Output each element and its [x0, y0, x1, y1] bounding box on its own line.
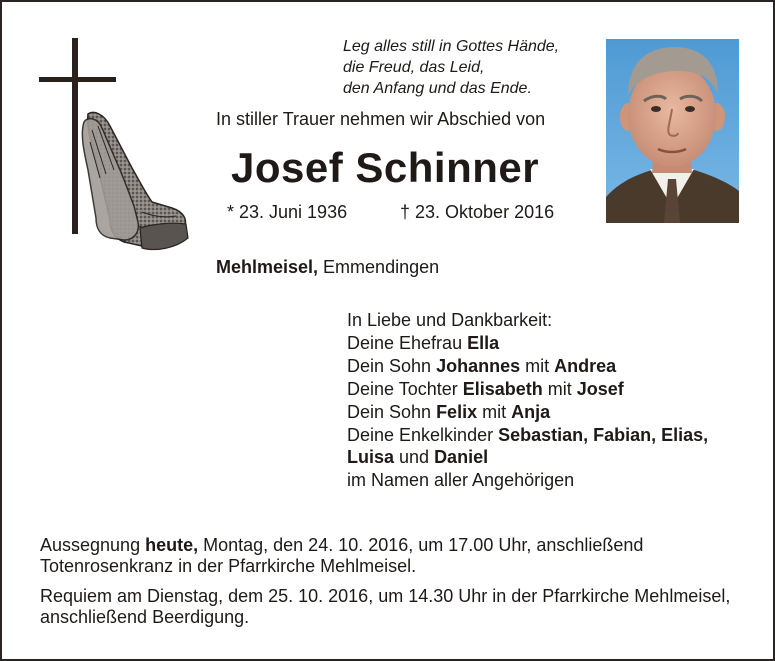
- family-conjunction: mit: [542, 378, 577, 399]
- family-name: Johannes: [436, 355, 521, 376]
- poem: [343, 36, 593, 99]
- family-name: Luisa: [347, 447, 395, 468]
- family-conjunction: und: [394, 447, 435, 468]
- family-line: [347, 378, 708, 401]
- poem-line-1: Leg alles still in Gottes Hände,: [343, 38, 560, 55]
- praying-hands-icon: [80, 108, 190, 252]
- family-relation: Deine Ehefrau: [347, 332, 468, 353]
- residence-town: Mehlmeisel,: [216, 257, 319, 277]
- family-closing: im Namen aller Angehörigen: [347, 470, 575, 491]
- family-relation: Deine Enkelkinder: [347, 424, 499, 445]
- family-name: Ella: [467, 332, 500, 353]
- residence-rest: Emmendingen: [318, 257, 440, 277]
- family-relation: Deine Tochter: [347, 378, 463, 399]
- service-blessing-today: heute,: [145, 535, 199, 555]
- deceased-name: Josef Schinner: [231, 144, 540, 191]
- family-name: Josef: [576, 378, 624, 399]
- family-name: Andrea: [554, 355, 617, 376]
- family-relation: Dein Sohn: [347, 401, 437, 422]
- service-blessing-rest: Montag, den 24. 10. 2016, um 17.00 Uhr, anschließend Totenrosenkranz in der Pfarrkirche Mehlmeisel.: [40, 535, 644, 576]
- residence: [216, 257, 439, 278]
- service-blessing-pre: Aussegnung: [40, 535, 146, 555]
- portrait-photo: [606, 39, 739, 223]
- family-name: Daniel: [434, 447, 489, 468]
- family-name: Felix: [436, 401, 478, 422]
- poem-line-3: den Anfang und das Ende.: [343, 80, 532, 97]
- birth-date: * 23. Juni 1936: [227, 202, 348, 222]
- family-line: [347, 355, 708, 378]
- cross-icon-horizontal-bar: [39, 77, 116, 82]
- poem-line-2: die Freud, das Leid,: [343, 59, 485, 76]
- service-blessing: [40, 535, 740, 577]
- service-requiem: Requiem am Dienstag, dem 25. 10. 2016, um 14.30 Uhr in der Pfarrkirche Mehlmeisel, anschließend Beerdigung.: [40, 586, 731, 627]
- death-date: † 23. Oktober 2016: [400, 202, 555, 222]
- family-line: [347, 446, 708, 469]
- cross-icon-vertical-bar: [72, 38, 78, 234]
- family-conjunction: mit: [520, 355, 555, 376]
- family-line: [347, 424, 708, 447]
- family-line: [347, 401, 708, 424]
- family-conjunction: mit: [477, 401, 512, 422]
- family-list: [347, 309, 708, 492]
- family-line: [347, 332, 708, 355]
- family-name: Sebastian, Fabian, Elias,: [498, 424, 709, 445]
- family-name: Anja: [511, 401, 551, 422]
- intro-text: In stiller Trauer nehmen wir Abschied von: [216, 109, 546, 129]
- family-relation: Dein Sohn: [347, 355, 437, 376]
- family-name: Elisabeth: [462, 378, 543, 399]
- family-heading: In Liebe und Dankbarkeit:: [347, 310, 553, 330]
